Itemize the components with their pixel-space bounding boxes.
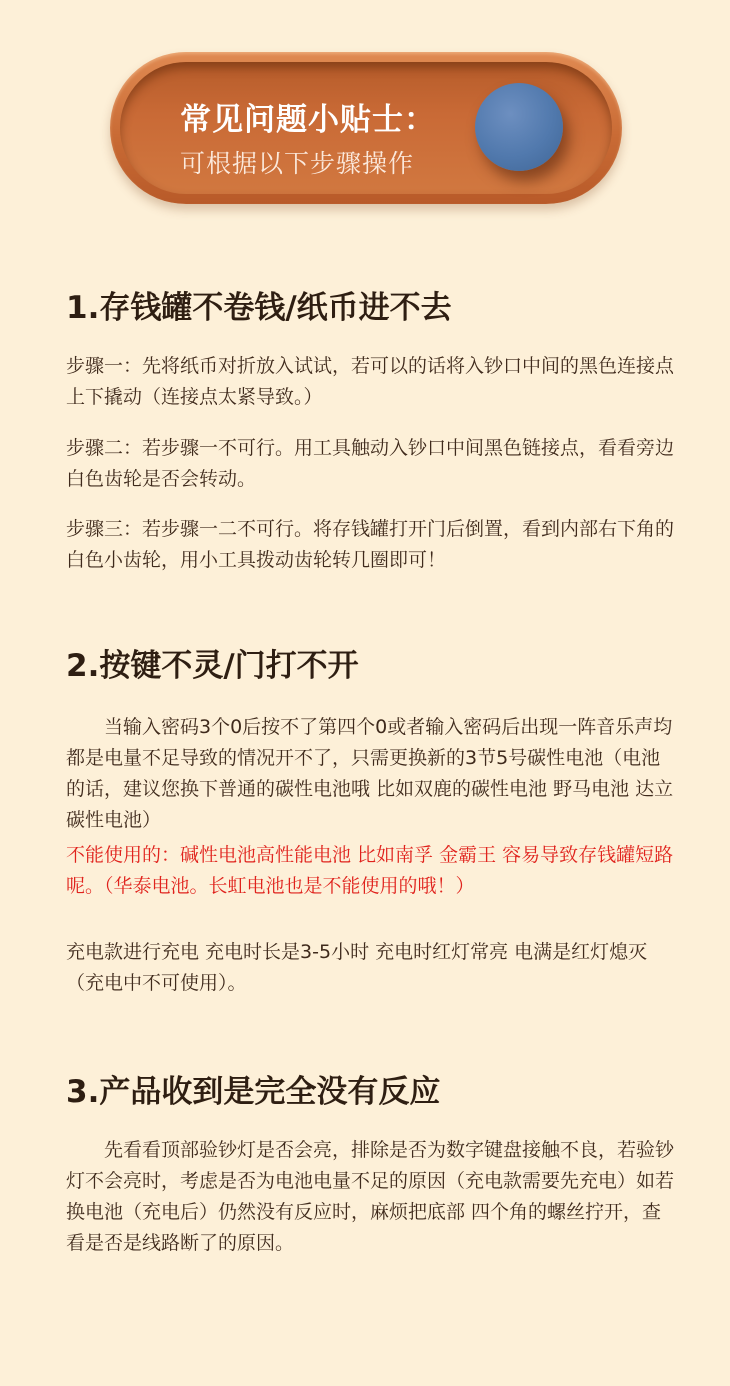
section2-paragraph: 当输入密码3个0后按不了第四个0或者输入密码后出现一阵音乐声均都是电量不足导致的情况开不了，只需更换新的3节5号碳性电池（电池的话，建议您换下普通的碳性电池哦 比如双鹿的碳性电池 野马电池 达立碳性电池）	[66, 716, 674, 831]
section3-paragraph: 先看看顶部验钞灯是否会亮，排除是否为数字键盘接触不良，若验钞灯不会亮时，考虑是否为电池电量不足的原因（充电款需要先充电）如若换电池（充电后）仍然没有反应时，麻烦把底部 四个角的螺丝拧开，查看是否是线路断了的原因。	[66, 1139, 675, 1254]
section1-step2: 步骤二：若步骤一不可行。用工具触动入钞口中间黑色链接点，看看旁边白色齿轮是否会转动。	[66, 437, 675, 490]
tips-banner	[110, 52, 622, 204]
section3-heading: 3.产品收到是完全没有反应	[66, 1074, 441, 1110]
section2-charge-note: 充电款进行充电 充电时长是3-5小时 充电时红灯常亮 电满是红灯熄灭（充电中不可使用）。	[66, 941, 648, 994]
toggle-knob-icon	[475, 83, 563, 171]
banner-subtitle: 可根据以下步骤操作	[180, 149, 415, 178]
section2-warning: 不能使用的：碱性电池高性能电池 比如南孚 金霸王 容易导致存钱罐短路呢。（华泰电池。长虹电池也是不能使用的哦！）	[66, 844, 674, 897]
section2-heading: 2.按键不灵/门打不开	[66, 648, 359, 684]
banner-title: 常见问题小贴士：	[180, 102, 436, 138]
section1-heading: 1.存钱罐不卷钱/纸币进不去	[66, 290, 452, 326]
section1-step1: 步骤一：先将纸币对折放入试试，若可以的话将入钞口中间的黑色连接点上下撬动（连接点太紧导致。）	[66, 355, 675, 408]
section1-step3: 步骤三：若步骤一二不可行。将存钱罐打开门后倒置，看到内部右下角的白色小齿轮，用小工具拨动齿轮转几圈即可！	[66, 518, 675, 571]
